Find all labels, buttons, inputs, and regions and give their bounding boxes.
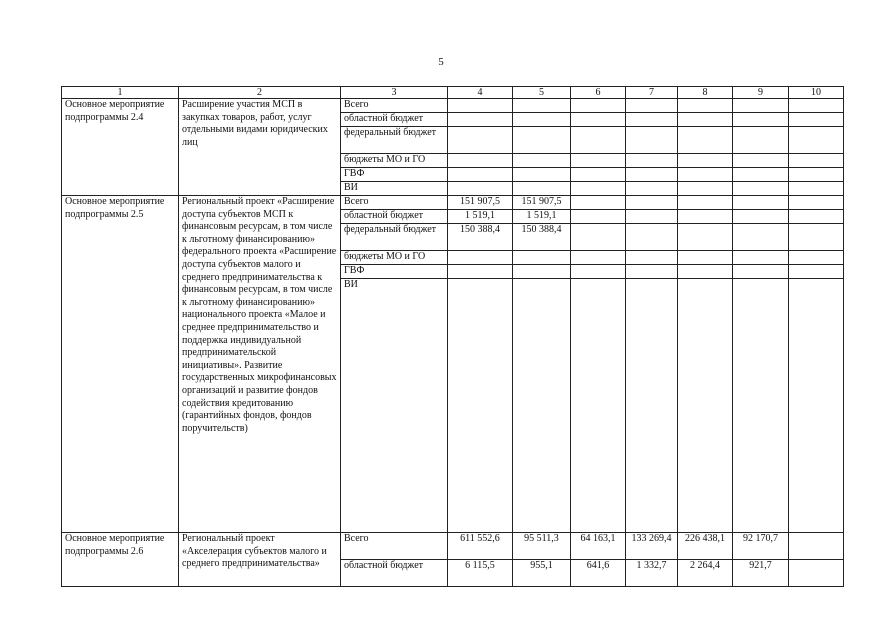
column-header: 6 <box>571 87 626 99</box>
value-cell <box>571 182 626 196</box>
value-cell <box>571 168 626 182</box>
value-cell <box>678 265 733 279</box>
source-cell: бюджеты МО и ГО <box>341 154 448 168</box>
value-cell <box>513 265 571 279</box>
column-header: 9 <box>733 87 789 99</box>
value-cell <box>789 182 844 196</box>
value-cell <box>626 99 678 113</box>
value-cell <box>678 196 733 210</box>
value-cell <box>571 99 626 113</box>
value-cell <box>733 251 789 265</box>
value-cell: 6 115,5 <box>448 560 513 587</box>
value-cell <box>448 279 513 533</box>
value-cell: 1 332,7 <box>626 560 678 587</box>
value-cell <box>571 113 626 127</box>
value-cell <box>678 279 733 533</box>
source-cell: ГВФ <box>341 265 448 279</box>
value-cell <box>733 224 789 251</box>
value-cell: 2 264,4 <box>678 560 733 587</box>
source-cell: ГВФ <box>341 168 448 182</box>
value-cell <box>733 265 789 279</box>
value-cell <box>571 251 626 265</box>
value-cell <box>571 127 626 154</box>
value-cell: 92 170,7 <box>733 533 789 560</box>
value-cell: 921,7 <box>733 560 789 587</box>
measure-cell: Основное мероприятие подпрограммы 2.5 <box>62 196 179 533</box>
value-cell <box>571 196 626 210</box>
value-cell <box>571 265 626 279</box>
value-cell <box>789 279 844 533</box>
value-cell <box>678 168 733 182</box>
value-cell: 64 163,1 <box>571 533 626 560</box>
value-cell <box>513 99 571 113</box>
table-row <box>62 533 844 560</box>
value-cell <box>448 168 513 182</box>
value-cell <box>571 210 626 224</box>
value-cell <box>789 533 844 560</box>
column-header: 1 <box>62 87 179 99</box>
source-cell: федеральный бюджет <box>341 127 448 154</box>
value-cell <box>626 182 678 196</box>
value-cell <box>678 182 733 196</box>
value-cell <box>678 154 733 168</box>
value-cell <box>678 210 733 224</box>
value-cell <box>626 154 678 168</box>
value-cell: 226 438,1 <box>678 533 733 560</box>
value-cell <box>789 99 844 113</box>
source-cell: Всего <box>341 533 448 560</box>
value-cell <box>626 251 678 265</box>
value-cell <box>733 127 789 154</box>
value-cell: 150 388,4 <box>448 224 513 251</box>
value-cell <box>626 265 678 279</box>
value-cell <box>571 224 626 251</box>
value-cell <box>448 265 513 279</box>
value-cell <box>678 127 733 154</box>
value-cell <box>513 279 571 533</box>
table-row <box>62 196 844 210</box>
measure-cell: Основное мероприятие подпрограммы 2.6 <box>62 533 179 587</box>
value-cell: 151 907,5 <box>448 196 513 210</box>
value-cell <box>733 99 789 113</box>
value-cell <box>678 99 733 113</box>
value-cell <box>789 251 844 265</box>
value-cell: 151 907,5 <box>513 196 571 210</box>
value-cell: 955,1 <box>513 560 571 587</box>
value-cell <box>733 154 789 168</box>
value-cell <box>626 196 678 210</box>
measure-cell: Основное мероприятие подпрограммы 2.4 <box>62 99 179 196</box>
value-cell <box>789 210 844 224</box>
value-cell <box>626 224 678 251</box>
column-header: 4 <box>448 87 513 99</box>
value-cell <box>626 279 678 533</box>
value-cell: 1 519,1 <box>513 210 571 224</box>
value-cell <box>448 182 513 196</box>
value-cell <box>789 127 844 154</box>
column-header: 2 <box>179 87 341 99</box>
value-cell <box>626 210 678 224</box>
source-cell: федеральный бюджет <box>341 224 448 251</box>
value-cell <box>448 127 513 154</box>
source-cell: областной бюджет <box>341 113 448 127</box>
value-cell <box>789 224 844 251</box>
value-cell <box>513 182 571 196</box>
column-header: 5 <box>513 87 571 99</box>
source-cell: Всего <box>341 99 448 113</box>
value-cell <box>733 113 789 127</box>
value-cell <box>448 154 513 168</box>
source-cell: областной бюджет <box>341 560 448 587</box>
value-cell <box>626 168 678 182</box>
value-cell <box>571 154 626 168</box>
title-cell: Расширение участия МСП в закупках товаров, работ, услуг отдельными видами юридических лиц <box>179 99 341 196</box>
value-cell <box>626 127 678 154</box>
column-header: 10 <box>789 87 844 99</box>
value-cell <box>733 279 789 533</box>
value-cell <box>678 113 733 127</box>
table-row <box>62 99 844 113</box>
value-cell <box>571 279 626 533</box>
value-cell <box>789 113 844 127</box>
column-header: 3 <box>341 87 448 99</box>
value-cell: 95 511,3 <box>513 533 571 560</box>
page-number: 5 <box>438 56 444 68</box>
source-cell: бюджеты МО и ГО <box>341 251 448 265</box>
value-cell <box>789 168 844 182</box>
column-header: 7 <box>626 87 678 99</box>
value-cell <box>733 196 789 210</box>
value-cell <box>448 99 513 113</box>
value-cell: 133 269,4 <box>626 533 678 560</box>
value-cell <box>789 560 844 587</box>
value-cell: 611 552,6 <box>448 533 513 560</box>
value-cell <box>626 113 678 127</box>
value-cell <box>513 127 571 154</box>
value-cell <box>733 168 789 182</box>
value-cell <box>448 251 513 265</box>
value-cell <box>733 182 789 196</box>
value-cell <box>678 224 733 251</box>
column-number-row <box>62 87 844 99</box>
source-cell: областной бюджет <box>341 210 448 224</box>
source-cell: ВИ <box>341 279 448 533</box>
value-cell <box>448 113 513 127</box>
source-cell: Всего <box>341 196 448 210</box>
budget-table <box>61 86 844 587</box>
value-cell: 150 388,4 <box>513 224 571 251</box>
value-cell <box>513 251 571 265</box>
value-cell <box>513 113 571 127</box>
title-cell: Региональный проект «Акселерация субъектов малого и среднего предпринимательства» <box>179 533 341 587</box>
source-cell: ВИ <box>341 182 448 196</box>
value-cell <box>513 168 571 182</box>
value-cell <box>678 251 733 265</box>
value-cell <box>789 196 844 210</box>
title-cell: Региональный проект «Расширение доступа субъектов МСП к финансовым ресурсам, в том числе к льготному финансированию» федерального проекта «Расширение доступа субъектов малого и среднего предпринимательства к финансовым ресурсам, в том числе к льготному финансированию» национального проекта «Малое и среднее предпринимательство и поддержка индивидуальной предпринимательской инициативы». Развитие государственных микрофинансовых организаций и развитие фондов содействия кредитованию (гарантийных фондов, фондов поручительств) <box>179 196 341 533</box>
column-header: 8 <box>678 87 733 99</box>
value-cell <box>733 210 789 224</box>
value-cell: 641,6 <box>571 560 626 587</box>
value-cell <box>513 154 571 168</box>
value-cell <box>789 154 844 168</box>
value-cell <box>789 265 844 279</box>
value-cell: 1 519,1 <box>448 210 513 224</box>
